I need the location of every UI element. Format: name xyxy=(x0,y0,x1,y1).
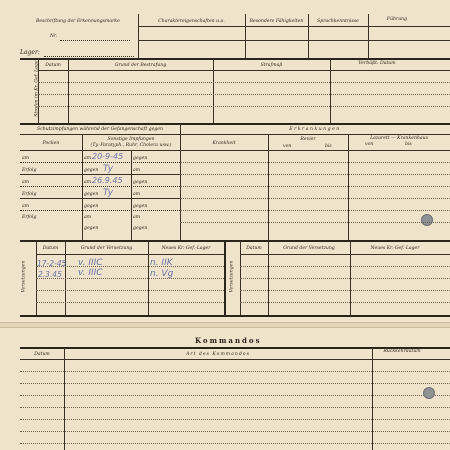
header-lazarett-von: von xyxy=(365,142,374,147)
pocken-am-2: am xyxy=(22,180,30,185)
kommando-row-line xyxy=(20,419,450,420)
divider xyxy=(20,162,180,163)
divider xyxy=(180,134,450,135)
label-strafen: Strafen im Kr. Gef. Lager xyxy=(34,58,40,117)
impf-label: gegen xyxy=(133,156,148,161)
handwritten-vers-datum-2: 2.3.45 xyxy=(38,270,62,279)
impf-label: gegen xyxy=(84,168,99,173)
divider xyxy=(138,40,450,41)
divider xyxy=(20,186,180,187)
kommando-row-line xyxy=(20,371,450,372)
header-erkrankungen: Erkrankungen xyxy=(289,127,341,132)
handwritten-vers-grund-1: v. IIIC xyxy=(78,258,103,268)
erkrankung-row-line xyxy=(180,210,450,211)
header-fuehrung: Führung xyxy=(386,17,408,22)
header-verbuesst: Verbüßt: Datum xyxy=(358,61,396,66)
header-revier: Revier xyxy=(300,137,316,142)
versetzung-row-line xyxy=(36,278,224,279)
label-versetzungen: Versetzungen xyxy=(21,260,27,293)
kommando-row-line xyxy=(20,407,450,408)
label-lager: Lager: xyxy=(20,49,40,56)
divider xyxy=(131,150,132,240)
header-kommandos: Kommandos xyxy=(195,336,262,345)
divider xyxy=(20,198,180,199)
erkrankung-row-line xyxy=(180,174,450,175)
header-krankheit: Krankheit xyxy=(212,141,236,146)
impf-label: am xyxy=(84,215,92,220)
punch-hole xyxy=(421,214,433,226)
erkrankung-row-line xyxy=(180,198,450,199)
versetzung-row-line xyxy=(36,302,224,303)
pocken-am-3: am xyxy=(22,204,30,209)
impf-label: am xyxy=(84,156,92,161)
header-schutzimpfungen: Schutzimpfungen während der Gefangenschaft gegen xyxy=(37,127,163,132)
divider xyxy=(240,254,450,255)
header-vers-grund: Grund der Versetzung xyxy=(80,246,133,251)
erkrankung-row-line xyxy=(180,162,450,163)
impf-label: gegen xyxy=(84,192,99,197)
erkrankung-row-line xyxy=(180,222,450,223)
versetzung-row-line xyxy=(36,266,224,267)
impf-label: am xyxy=(133,168,141,173)
impf-label: gegen xyxy=(84,226,99,231)
impf-label: gegen xyxy=(133,226,148,231)
handwritten-impf-date-1: 20-9-45 xyxy=(92,152,124,161)
header-vers2-grund: Grund der Versetzung xyxy=(283,246,335,251)
divider xyxy=(180,150,450,151)
header-faehigkeiten: Besondere Fähigkeiten xyxy=(249,19,304,24)
handwritten-vers-datum-1: 17-2-45 xyxy=(37,259,67,268)
kommando-row-line xyxy=(20,443,450,444)
divider xyxy=(372,348,373,450)
divider xyxy=(20,315,450,317)
label-versetzungen-2: Versetzungen xyxy=(229,260,235,293)
header-pocken: Pocken xyxy=(42,141,60,146)
versetzung-row-line xyxy=(240,266,450,267)
label-nr: Nr. xyxy=(50,34,58,39)
handwritten-impf-ty-2: Ty xyxy=(103,188,114,198)
divider xyxy=(20,134,180,135)
versetzung-row-line xyxy=(240,302,450,303)
header-kommando-datum: Datum xyxy=(34,352,50,357)
header-revier-von: von xyxy=(283,144,292,149)
header-lazarett-bis: bis xyxy=(405,142,412,147)
kommando-row-line xyxy=(20,383,450,384)
header-rueckkehr: Rückkehrdatum xyxy=(383,349,421,354)
divider xyxy=(20,210,180,211)
pocken-erfolg-2: Erfolg xyxy=(22,192,37,197)
handwritten-vers-lager-2: n. Vg xyxy=(150,269,174,279)
header-grund-bestrafung: Grund der Bestrafung xyxy=(114,63,167,68)
divider xyxy=(38,70,450,71)
header-sonstige: Sonstige Impfungen xyxy=(107,137,155,142)
nr-line xyxy=(60,40,130,41)
header-strafmass: Strafmaß xyxy=(260,63,283,68)
divider xyxy=(20,58,450,60)
kommando-row-line xyxy=(20,431,450,432)
divider xyxy=(20,240,450,242)
punch-hole xyxy=(423,387,435,399)
versetzung-row-line xyxy=(36,290,224,291)
divider xyxy=(20,123,450,125)
divider xyxy=(20,359,450,360)
impf-label: gegen xyxy=(133,180,148,185)
divider xyxy=(213,59,214,123)
strafen-row-line xyxy=(38,94,450,95)
header-vers-neues: Neues Kr.-Gef.-Lager xyxy=(161,246,211,251)
divider xyxy=(36,254,224,255)
erkrankung-row-line xyxy=(180,186,450,187)
kommando-row-line xyxy=(20,395,450,396)
header-kommando-art: Art des Kommandos xyxy=(186,352,250,357)
divider xyxy=(224,241,226,315)
header-vers2-datum: Datum xyxy=(246,246,262,251)
handwritten-impf-date-2: 26.9.45 xyxy=(92,176,123,185)
impf-label: am xyxy=(84,180,92,185)
versetzung-row-line xyxy=(240,278,450,279)
handwritten-vers-grund-2: v. IIIC xyxy=(78,268,103,278)
header-revier-bis: bis xyxy=(325,144,332,149)
divider xyxy=(138,26,450,27)
impf-label: am xyxy=(133,192,141,197)
impf-label: am xyxy=(133,215,141,220)
strafen-row-line xyxy=(38,82,450,83)
header-vers2-neues: Neues Kr.-Gef.-Lager xyxy=(370,246,420,251)
lager-line xyxy=(44,56,134,57)
pocken-erfolg-3: Erfolg xyxy=(22,215,37,220)
divider xyxy=(330,59,331,123)
impf-label: gegen xyxy=(84,204,99,209)
impf-label: gegen xyxy=(133,204,148,209)
header-sprachen: Sprachkenntnisse xyxy=(317,19,359,24)
header-charakter: Charaktereigenschaften u.a. xyxy=(158,19,225,24)
header-vers-datum: Datum xyxy=(42,246,59,251)
header-strafen-datum: Datum xyxy=(45,63,61,68)
label-beschriftung: Beschriftung der Erkennungsmarke xyxy=(36,19,120,24)
header-lazarett: Lazarett — Krankenhaus xyxy=(370,136,428,141)
strafen-row-line xyxy=(38,106,450,107)
divider xyxy=(68,59,69,123)
handwritten-vers-lager-1: n. IIK xyxy=(150,258,173,268)
pocken-erfolg-1: Erfolg xyxy=(22,168,37,173)
versetzung-row-line xyxy=(240,290,450,291)
divider xyxy=(20,150,180,151)
divider xyxy=(20,174,180,175)
fold-line xyxy=(0,322,450,328)
header-sonstige-sub: (Ty.-Paratyph., Ruhr, Cholera usw.) xyxy=(90,143,172,148)
handwritten-impf-ty-1: Ty xyxy=(103,164,114,174)
divider xyxy=(64,348,65,450)
pocken-am-1: am xyxy=(22,156,30,161)
